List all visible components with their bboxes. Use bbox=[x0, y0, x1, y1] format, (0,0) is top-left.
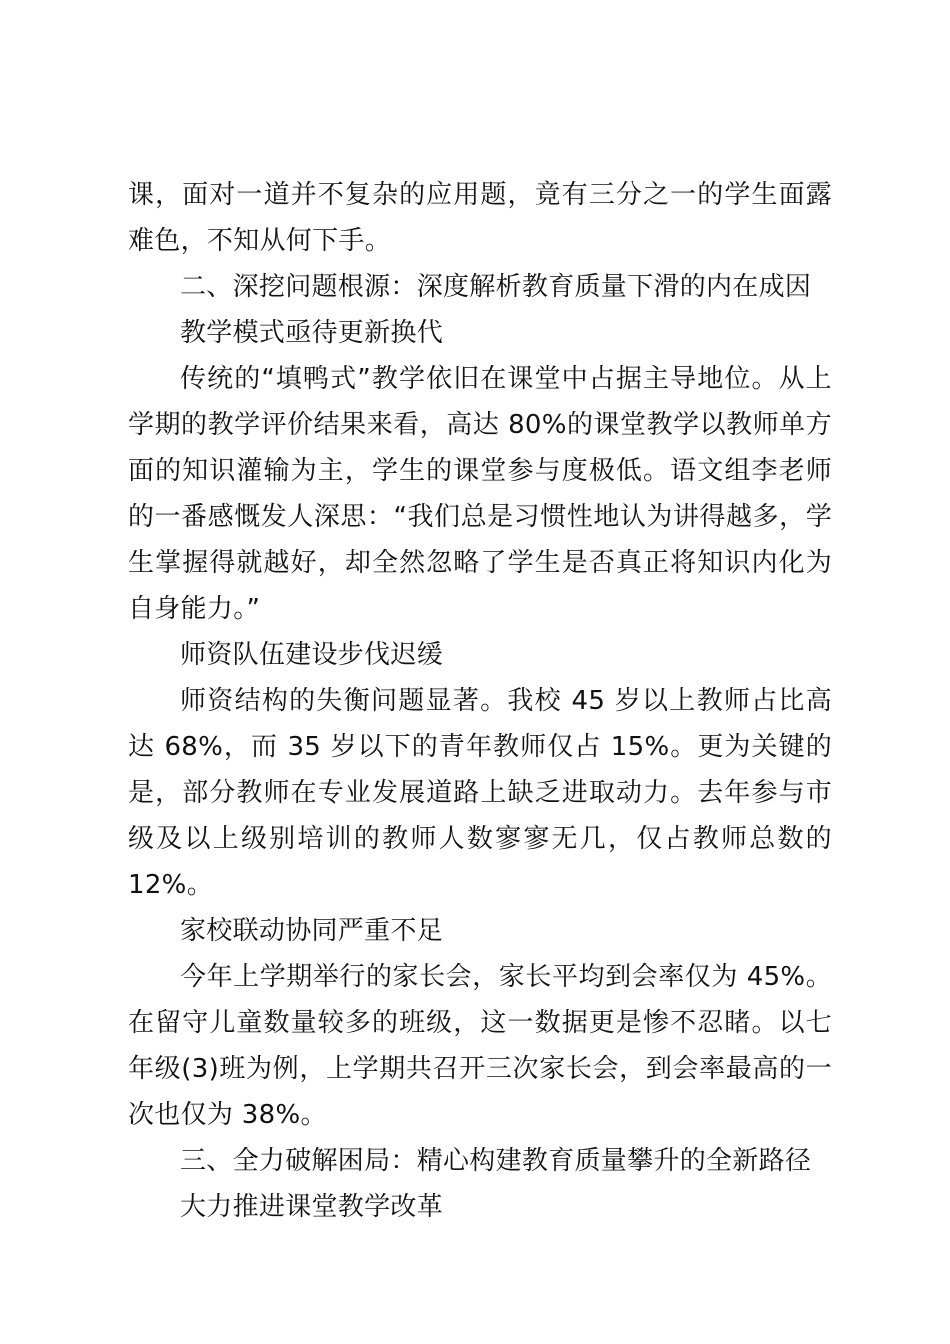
document-page bbox=[128, 172, 832, 1230]
section-heading: 二、深挖问题根源：深度解析教育质量下滑的内在成因 bbox=[180, 272, 812, 302]
body-paragraph: 传统的“填鸭式”教学依旧在课堂中占据主导地位。从上学期的教学评价结果来看，高达 80%的课堂教学以教师单方面的知识灌输为主，学生的课堂参与度极低。语文组李老师的一番感慨发人深思：“我们总是习惯性地认为讲得越多，学生掌握得就越好，却全然忽略了学生是否真正将知识内化为自身能力。” bbox=[128, 364, 832, 624]
subsection-heading: 大力推进课堂教学改革 bbox=[180, 1192, 444, 1222]
body-paragraph: 师资结构的失衡问题显著。我校 45 岁以上教师占比高达 68%，而 35 岁以下的青年教师仅占 15%。更为关键的是，部分教师在专业发展道路上缺乏进取动力。去年参与市级及以上级别培训的教师人数寥寥无几，仅占教师总数的 12%。 bbox=[128, 686, 832, 900]
subsection-heading: 师资队伍建设步伐迟缓 bbox=[180, 640, 444, 670]
section-heading: 三、全力破解困局：精心构建教育质量攀升的全新路径 bbox=[180, 1146, 812, 1176]
subsection-heading: 教学模式亟待更新换代 bbox=[180, 318, 444, 348]
body-paragraph: 课，面对一道并不复杂的应用题，竟有三分之一的学生面露难色，不知从何下手。 bbox=[128, 180, 832, 256]
body-paragraph: 今年上学期举行的家长会，家长平均到会率仅为 45%。在留守儿童数量较多的班级，这一数据更是惨不忍睹。以七年级(3)班为例，上学期共召开三次家长会，到会率最高的一次也仅为 38%。 bbox=[128, 962, 832, 1130]
subsection-heading: 家校联动协同严重不足 bbox=[180, 916, 444, 946]
